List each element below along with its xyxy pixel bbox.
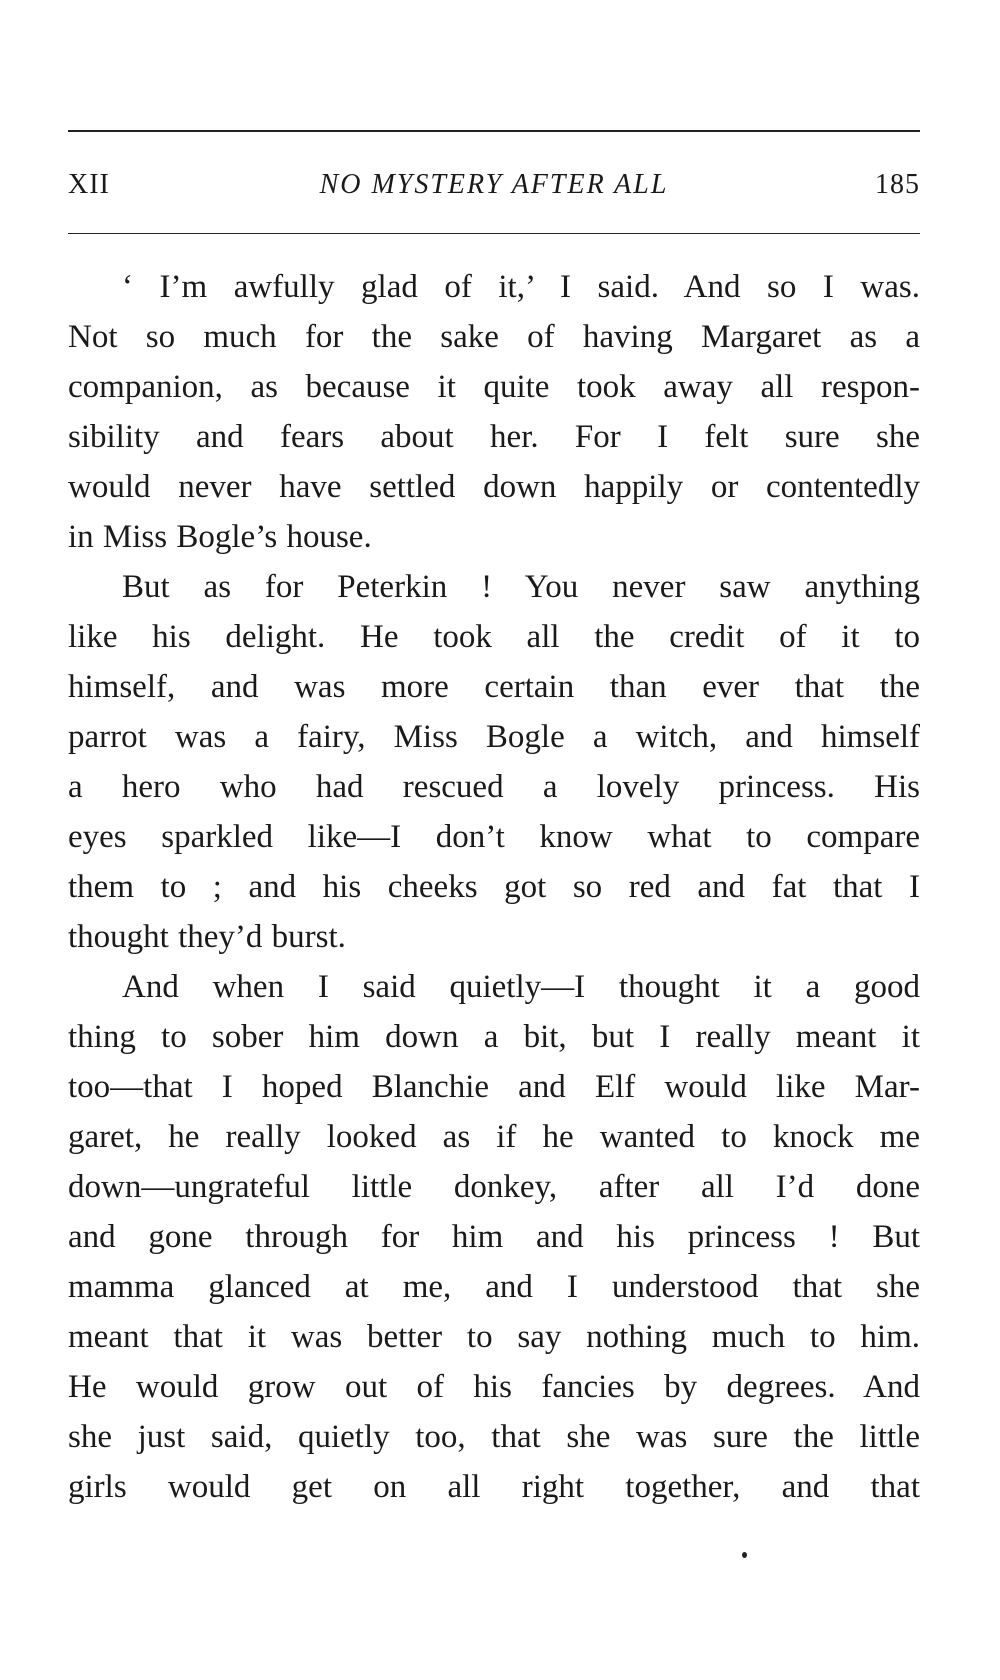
text-line: girls would get on all right together, and that (68, 1469, 920, 1505)
text-line: eyes sparkled like—I don’t know what to compare (68, 819, 920, 855)
text-line: in Miss Bogle’s house. (68, 519, 372, 555)
running-header (68, 165, 920, 205)
text-line: And when I said quietly—I thought it a good (122, 969, 920, 1005)
running-title: NO MYSTERY AFTER ALL (319, 169, 669, 200)
text-line: himself, and was more certain than ever that the (68, 669, 920, 705)
chapter-number: XII (68, 169, 110, 200)
text-line: sibility and fears about her. For I felt sure she (68, 419, 920, 455)
text-line: parrot was a fairy, Miss Bogle a witch, and himself (68, 719, 920, 755)
text-line: would never have settled down happily or contentedly (68, 469, 920, 505)
text-line: thought they’d burst. (68, 919, 346, 955)
text-line: thing to sober him down a bit, but I really meant it (68, 1019, 920, 1055)
text-line: Not so much for the sake of having Margaret as a (68, 319, 920, 355)
text-line: too—that I hoped Blanchie and Elf would like Mar- (68, 1069, 920, 1105)
text-line: a hero who had rescued a lovely princess. His (68, 769, 920, 805)
header-bottom-rule (68, 233, 920, 234)
text-line: like his delight. He took all the credit of it to (68, 619, 920, 655)
text-line: ‘ I’m awfully glad of it,’ I said. And so I was. (122, 269, 920, 305)
text-line: garet, he really looked as if he wanted to knock me (68, 1119, 920, 1155)
text-line: He would grow out of his fancies by degrees. And (68, 1369, 920, 1405)
page-number: 185 (875, 169, 920, 200)
text-line: meant that it was better to say nothing much to him. (68, 1319, 920, 1355)
text-line: she just said, quietly too, that she was sure the little (68, 1419, 920, 1455)
text-line: companion, as because it quite took away all respon- (68, 369, 920, 405)
text-line: and gone through for him and his princess ! But (68, 1219, 920, 1255)
printer-mark (742, 1552, 747, 1558)
text-line: But as for Peterkin ! You never saw anything (122, 569, 920, 605)
text-line: them to ; and his cheeks got so red and fat that I (68, 869, 920, 905)
text-line: down—ungrateful little donkey, after all I’d done (68, 1169, 920, 1205)
text-line: mamma glanced at me, and I understood that she (68, 1269, 920, 1305)
header-top-rule (68, 130, 920, 132)
body-text (68, 262, 920, 1512)
